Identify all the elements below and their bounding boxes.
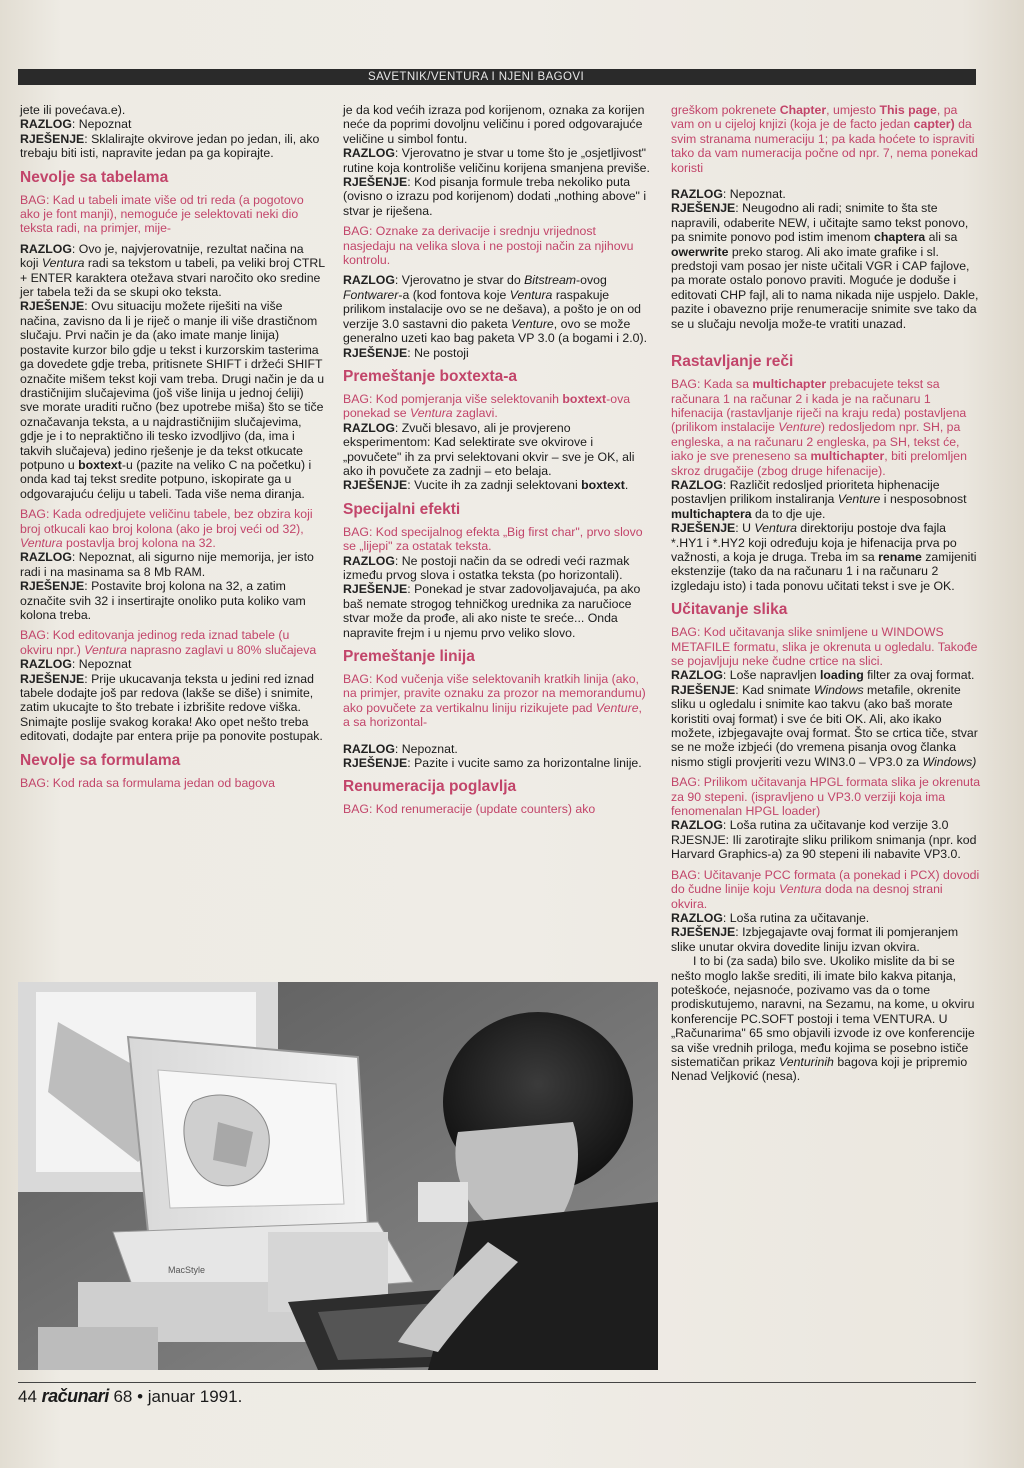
paragraph: RJEŠENJE: Izbjegajavte ovaj format ili pomjeranjem slike unutar okvira dovedite liniju izvan okvira. (671, 925, 959, 954)
paragraph: RAZLOG: Ovo je, najvjerovatnije, rezultat načina na koji Ventura radi sa tekstom u tabeli, pa veliki broj CTRL + ENTER karaktera otežava stvari naročito oko sredine jer tabela teži da se skupi oko teksta. (20, 241, 325, 300)
paragraph: RAZLOG: Loše napravljen loading filter za ovaj format. (671, 668, 975, 683)
bag-paragraph: BAG: Kod renumeracije (update counters) ako (343, 802, 596, 817)
paragraph: RAZLOG: Loša rutina za učitavanje. (671, 910, 870, 925)
paragraph: RJEŠENJE: Ne postoji (343, 345, 469, 360)
bag-paragraph: BAG: Kada odredjujete veličinu tabele, bez obzira koji broj otkucali kao broj kolona (ako je broj veći od 32), Ventura postavlja broj kolona na 32. (20, 507, 313, 550)
section-heading-efekti: Specijalni efekti (343, 500, 461, 518)
bag-paragraph: BAG: Kod rada sa formulama jedan od bagova (20, 775, 275, 790)
bag-paragraph: BAG: Kod editovanja jedinog reda iznad tabele (u okviru npr.) Ventura naprasno zaglavi u 80% slučajeva (20, 628, 317, 657)
paragraph: RJEŠENJE: U Ventura direktoriju postoje dva fajla *.HY1 i *.HY2 koji određuju koja je hifenacija prva po važnosti, a koja je druga. Treba im sa rename zamijeniti ekstenzije (tako da na računaru 1 i na računaru 2 izgledaju isto) i tada ponovu učitati tekst i sve je OK. (671, 521, 977, 593)
paragraph: RAZLOG: Nepoznat. (671, 187, 786, 202)
bag-paragraph: BAG: Kod vučenja više selektovanih kratkih linija (ako, na primjer, pravite oznaku za prozor na memorandumu) ako povučete za vertikalnu liniju rizikujete pad Venture, a sa horizontal- (343, 672, 646, 730)
paragraph: RJEŠENJE: Neugodno ali radi; snimite to šta ste napravili, odaberite NEW, i učitajte samo tekst ponovo, pa snimite ponovo pod istim imenom chaptera ali sa owerwrite preko starog. Ali ako imate grafike i sl. predstoji vam posao jer niste učitali VGR i CAP fajlove, pa morate ostalo ponovo praviti. Moguće je doduše i editovati CHP fajl, ali to nama nikada nije uspjelo. Dakle, pazite i obavezno prije renumeracije snimite sve tako da se u slučaju nevolja može-te vratiti unazad. (671, 201, 979, 331)
bag-paragraph: BAG: Prilikom učitavanja HPGL formata slika je okrenuta za 90 stepeni. (ispravljeno u VP3.0 verziji koja ima fenomenalan HPGL loader) (671, 775, 981, 819)
bag-paragraph: greškom pokrenete Chapter, umjesto This page, pa vam on u cijeloj knjizi (koja je de facto jedan capter) da svim stranama numeraciju 1; pa kada hoćete to ispraviti tako da vam numeracija počne od npr. 7, nema ponekad koristi (671, 103, 978, 175)
bag-paragraph: BAG: Kod specijalnog efekta „Big first char", prvo slovo se „lijepi" za ostatak teksta. (343, 524, 643, 554)
paragraph: RJEŠENJE: Sklalirajte okvirove jedan po jedan, ili, ako trebaju biti isti, napravite jedan pa ga kopirajte. (20, 131, 320, 161)
paragraph: je da kod većih izraza pod korijenom, oznaka za korijen neće da poprimi dovoljnu veličinu i pored odgovarajuće veličine u simbol fontu. (343, 103, 645, 146)
section-heading-renumeracija: Renumeracija poglavlja (343, 778, 517, 796)
photo-illustration (18, 982, 658, 1370)
issue-date: januar 1991. (147, 1387, 243, 1406)
paragraph: RAZLOG: Vjerovatno je stvar u tome što je „osjetljivost" rutine koja kontroliše veličinu korijena smanjena previše. (343, 146, 650, 175)
paragraph: RJESNJE: Ili zarotirajte sliku prilikom snimanja (npr. kod Harvard Graphics-a) za 90 stepeni ili nabavite VP3.0. (671, 832, 977, 862)
paragraph: RAZLOG: Nepoznat, ali sigurno nije memorija, jer isto radi i na masinama sa 8 Mb RAM. (20, 550, 314, 579)
footer-text (18, 1386, 242, 1407)
page-number: 44 (18, 1387, 37, 1406)
section-heading-linija: Premeštanje linija (343, 648, 475, 665)
paragraph: RAZLOG: Nepoznat. (343, 741, 458, 756)
monitor-brand-label: MacStyle (168, 1265, 206, 1275)
column-2 (343, 103, 650, 817)
column-3 (671, 103, 981, 1084)
section-heading-formulama: Nevolje sa formulama (20, 751, 181, 769)
paragraph: RJEŠENJE: Postavite broj kolona na 32, a zatim označite svih 32 i insertirajte onoliko puta koliko vam kolona treba. (20, 579, 306, 622)
paragraph: RJEŠENJE: Ovu situaciju možete riješiti na više načina, zavisno da li je riječ o manje ili više drastičnom slučaju. Prvi način je da (ako imate manje linija) postavite kurzor bilo gdje u tekst i kurzorskim tasterima ga dovedete gdje treba, pritisnete SHIFT i držeći SHIFT označite mišem tekst koji vam treba. Drugi način je da u drastičnijim slučajevima (još više linija u jednoj ćeliji) sve morate uraditi ručno (bez upotrebe miša) što se tiče označavanja teksta, a u najdrastičnijim slučajevima, gdje je i to nepraktično ili tesko izvodljivo (da, ima i takvih slučajeva) jedino rješenje je da tekst otkucate potpuno u boxtext-u (pazite na veliko C na početku) i onda kad taj tekst sredite potpuno, iskopirate ga u odgovarajuću ćeliju u tabeli. Tada više nema diranja. (20, 299, 325, 501)
bag-paragraph: BAG: Oznake za derivacije i srednju vrijednost nasjedaju na velika slova i ne postoji način za njihovu kontrolu. (343, 224, 634, 268)
paragraph: RAZLOG: Nepoznat (20, 657, 132, 672)
column-1 (20, 103, 325, 790)
magazine-name: računari (41, 1386, 109, 1406)
paragraph: RJEŠENJE: Kod pisanja formule treba nekoliko puta (ovisno o izrazu pod korijenom) dodati „nothing above" i stvar je riješena. (343, 175, 647, 218)
paragraph: RJEŠENJE: Prije ukucavanja teksta u jedini red iznad tabele dodajte još par redova (lakše se diše) i snimite, zatim ukucajte to što trebate i izbrišite redove viška. Snimajte poslije svakog koraka! Ako opet nešto treba editovati, dodajte par entera prije pa ponovite postupak. (20, 671, 323, 744)
paragraph: RAZLOG: Zvuči blesavo, ali je provjereno eksperimentom: Kad selektirate sve okvirove i „povučete" ih za prvi selektovani okvir – sve je OK, ali ako ih povučete za zadnji – eto belaja. (343, 420, 635, 478)
paragraph: RJEŠENJE: Vucite ih za zadnji selektovani boxtext. (343, 478, 629, 493)
paragraph: RJEŠENJE: Kad snimate Windows metafile, okrenite sliku u ogledalu i snimite kao takvu (ako baš morate koristiti ovaj format) i sve će biti OK. Ali, ako ikako možete, izbjegavajte ovaj format. Što se crtica tiče, stvar se ne može izbjeći (do vremena pisanja ovog članka nismo stigli provjeriti vezu WIN3.0 – VP3.0 za Windows) (671, 682, 978, 769)
issue-number: 68 (113, 1387, 133, 1406)
paragraph: RAZLOG: Loša rutina za učitavanje kod verzije 3.0 (671, 818, 949, 833)
closing-paragraph: I to bi (za sada) bilo sve. Ukoliko mislite da bi se nešto moglo lakše srediti, ili imate bilo kakva pitanja, poteškoće, nejasnoće, pozivamo vas da o tome prodiskutujemo, naravni, na Sezamu, na kome, u okviru konferencije PC.SOFT postoji i tema VENTURA. U „Računarima" 65 smo objavili izvode iz ove konferencije sa više vrednih priloga, među kojima se posebno ističe sistematičan prikaz Venturinih bagova koji je pripremio Nenad Veljković (nesa). (671, 954, 975, 1084)
paragraph: RAZLOG: Različit redosljed prioriteta hiphenacije postavljen prilikom instaliranja Venture i nesposobnost multichaptera da to dje uje. (671, 477, 967, 521)
bullet: • (137, 1387, 144, 1406)
paragraph: RAZLOG: Vjerovatno je stvar do Bitstream-ovog Fontwarer-a (kod fontova koje Ventura raspakuje prilikom instalacije ovo se ne dešava), a pošto je on od verzije 3.0 sastavni dio paketa Venture, ovo se može generalno uzeti kao bag paketa VP 3.0 (a bogami i 2.0). (343, 273, 647, 346)
paragraph: RJEŠENJE: Pazite i vucite samo za horizontalne linije. (343, 756, 642, 771)
section-heading-boxtexta: Premeštanje boxtexta-a (343, 367, 518, 385)
section-heading-reci: Rastavljanje reči (671, 353, 794, 371)
paragraph: RAZLOG: Ne postoji način da se odredi veći razmak između prvog slova i ostatka teksta (po horizontali). (343, 553, 630, 582)
paragraph: jete ili povećava.e). (20, 103, 126, 117)
section-header-bar (18, 69, 976, 85)
section-heading-tabelama: Nevolje sa tabelama (20, 168, 169, 186)
page-footer (18, 1382, 976, 1408)
section-header-title: SAVETNIK/VENTURA I NJENI BAGOVI (368, 71, 585, 83)
paragraph: RAZLOG: Nepoznat (20, 117, 132, 132)
bag-paragraph: BAG: Kada sa multichapter prebacujete tekst sa računara 1 na računar 2 i kada je na računaru 1 hifenacija (rastavljanje riječi na kraju reda) postavljena (prilikom instalacije Venture) redosljedom npr. SH, pa engleska, a na računaru 2 engleska, pa SH, tekst će, iako je sve preneseno sa multichapter, biti prelomljen skroz drugačije (zbog druge hifenacije). (671, 377, 967, 478)
section-heading-slika: Učitavanje slika (671, 601, 788, 619)
paragraph: RJEŠENJE: Ponekad je stvar zadovoljavajuća, pa ako baš nemate strogog tehničkog urednika za naručioce stvar može da prođe, ali ako niste te sreće... Onda napravite frejm i u njemu prvo veliko slovo. (343, 582, 641, 640)
bag-paragraph: BAG: Kad u tabeli imate više od tri reda (a pogotovo ako je font manji), nemoguće je selektovati neki dio teksta radi, na primjer, mije- (20, 192, 304, 236)
computer-user-photo (18, 982, 658, 1370)
bag-paragraph: BAG: Učitavanje PCC formata (a ponekad i PCX) dovodi do čudne linije koju Ventura doda na desnoj strani okvira. (671, 867, 980, 911)
bag-paragraph: BAG: Kod učitavanja slike snimljene u WINDOWS METAFILE formatu, slika je okrenuta u ogledalu. Takođe se pojavljuju neke čudne crtice na slici. (671, 625, 978, 668)
bag-paragraph: BAG: Kod pomjeranja više selektovanih boxtext-ova ponekad se Ventura zaglavi. (343, 391, 631, 421)
footer-rule (18, 1382, 976, 1383)
